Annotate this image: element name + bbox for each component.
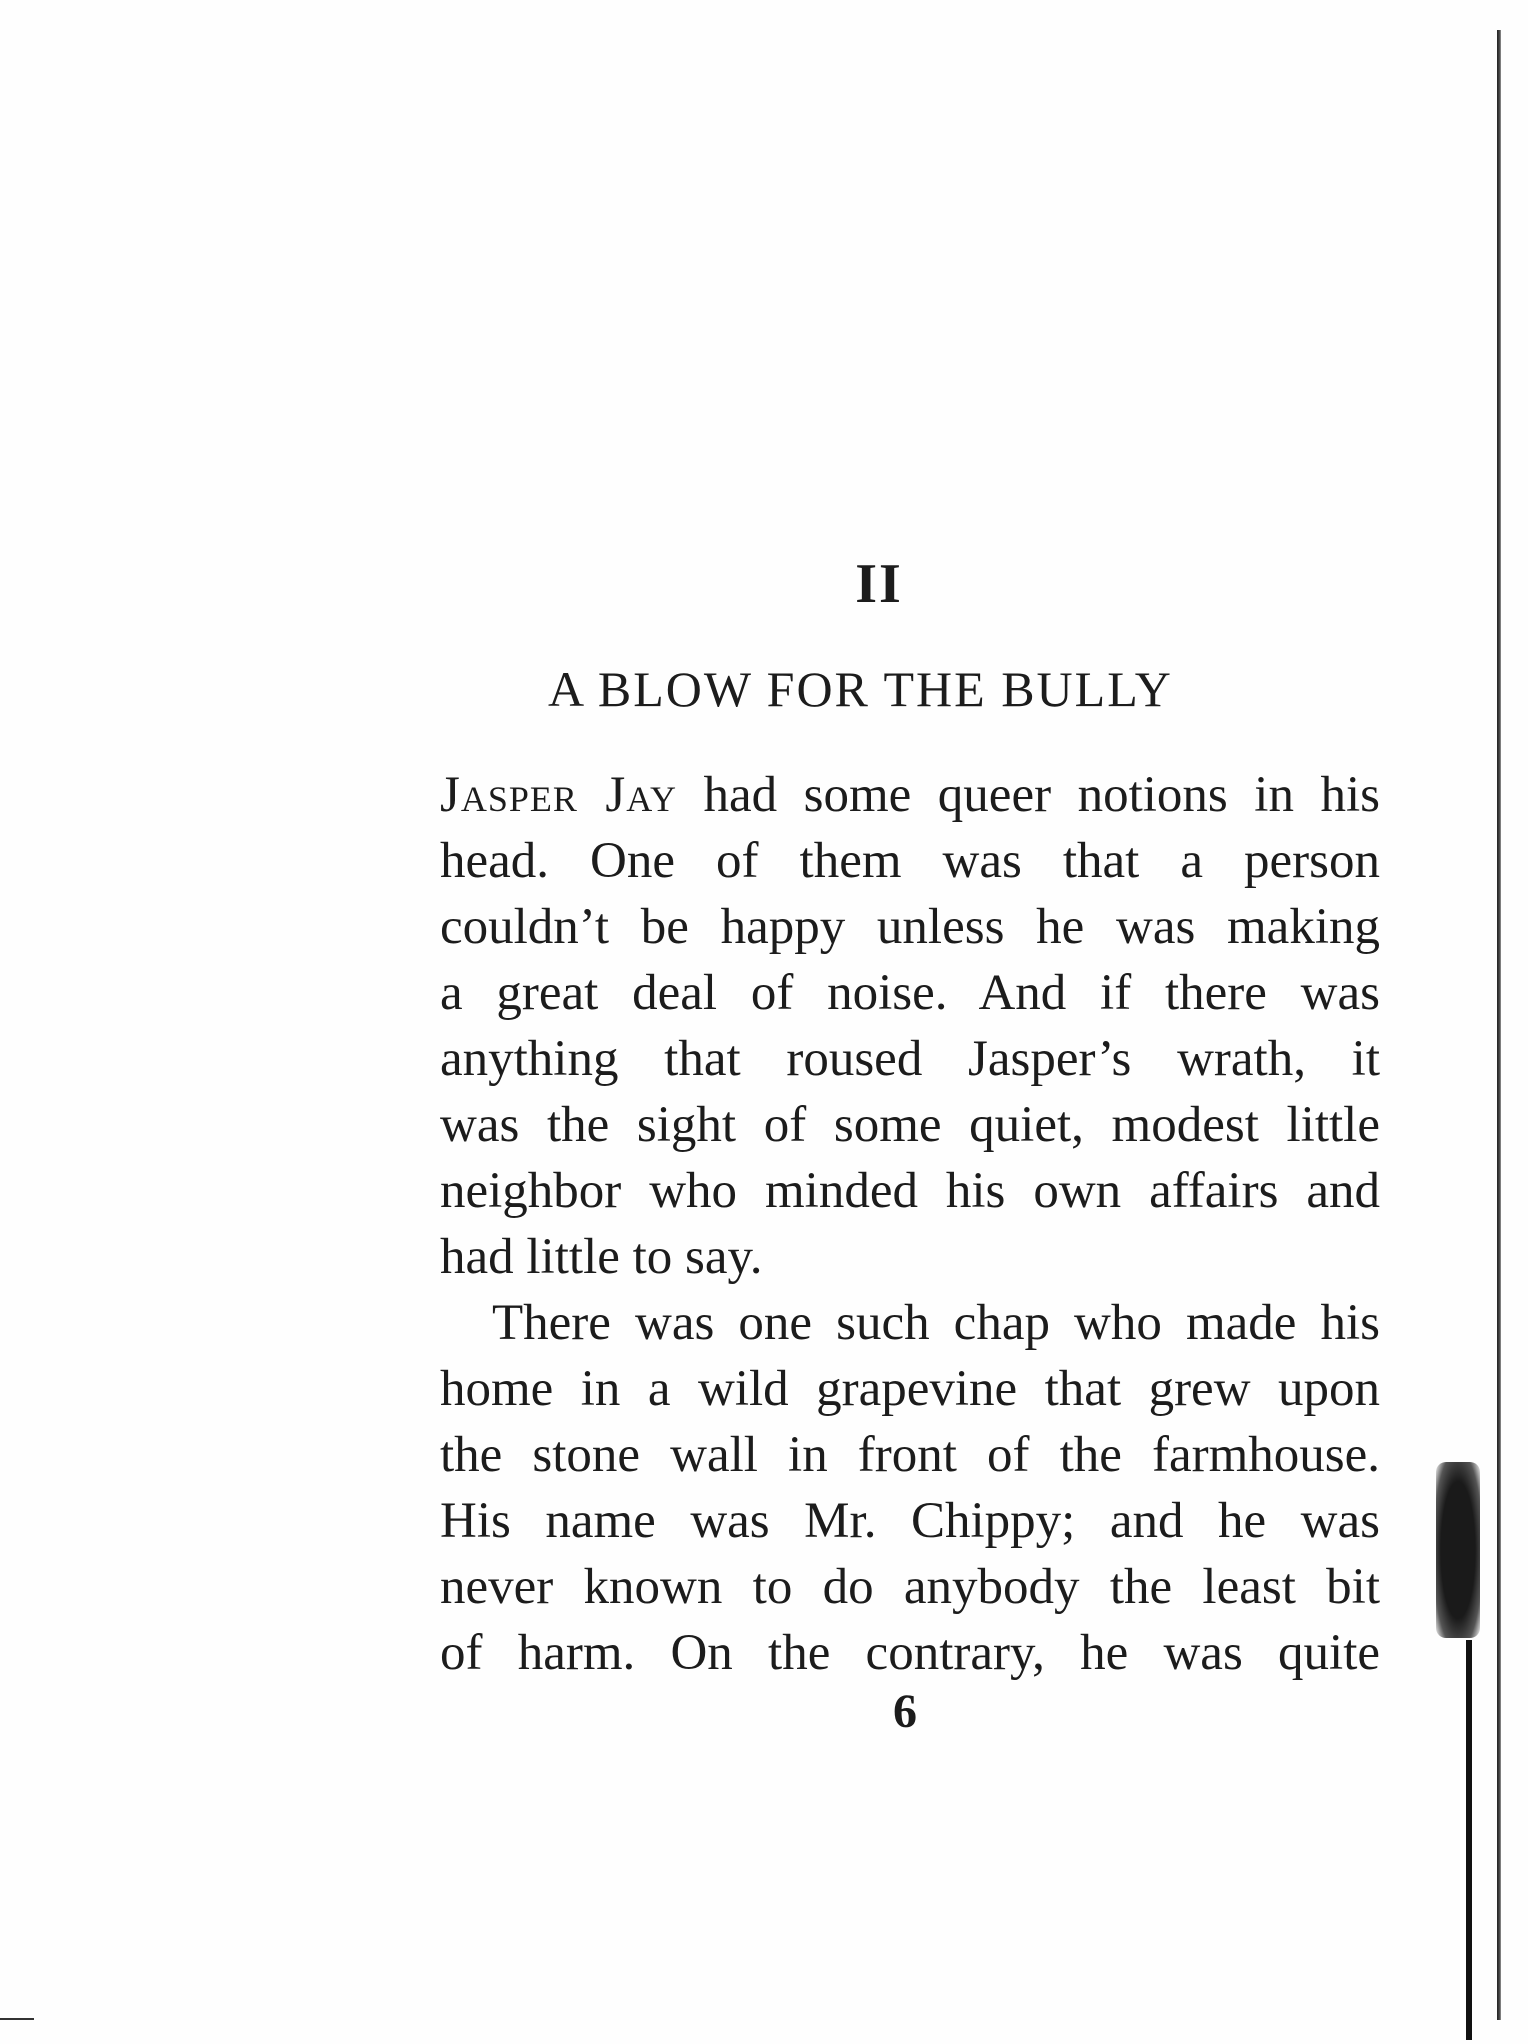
paragraph-2-line-3: the stone wall in front of the farmhouse. [440, 1427, 1380, 1483]
paragraph-1-line-1-text: had some queer notions in his [676, 767, 1380, 823]
character-name-smallcaps: Jasper Jay [440, 767, 677, 823]
page-binding-edge [1497, 30, 1501, 2020]
paragraph-1-line-1 [440, 762, 1380, 828]
paragraph-2-line-6: of harm. On the contrary, he was quite [440, 1625, 1380, 1681]
chapter-number: II [855, 553, 903, 615]
paragraph-1-line-4: a great deal of noise. And if there was [440, 965, 1380, 1021]
paragraph-1-line-2: head. One of them was that a person [440, 833, 1380, 889]
paragraph-2-line-4: His name was Mr. Chippy; and he was [440, 1493, 1380, 1549]
paragraph-1-line-7: neighbor who minded his own affairs and [440, 1163, 1380, 1219]
paragraph-1-line-8: had little to say. [440, 1229, 763, 1285]
chapter-title: A BLOW FOR THE BULLY [548, 661, 1173, 717]
scan-thumb-smudge [1436, 1462, 1480, 1638]
scan-corner-mark [0, 2018, 34, 2020]
chapter-body [440, 762, 1380, 1686]
paragraph-2-line-1: There was one such chap who made his [492, 1295, 1380, 1351]
paragraph-2-line-5: never known to do anybody the least bit [440, 1559, 1380, 1615]
paragraph-1-line-5: anything that roused Jasper’s wrath, it [440, 1031, 1380, 1087]
paragraph-1-line-6: was the sight of some quiet, modest little [440, 1097, 1380, 1153]
paragraph-1-line-3: couldn’t be happy unless he was making [440, 899, 1380, 955]
page-number: 6 [893, 1685, 917, 1738]
paragraph-2-line-2: home in a wild grapevine that grew upon [440, 1361, 1380, 1417]
page-binding-shadow [1466, 1640, 1472, 2040]
